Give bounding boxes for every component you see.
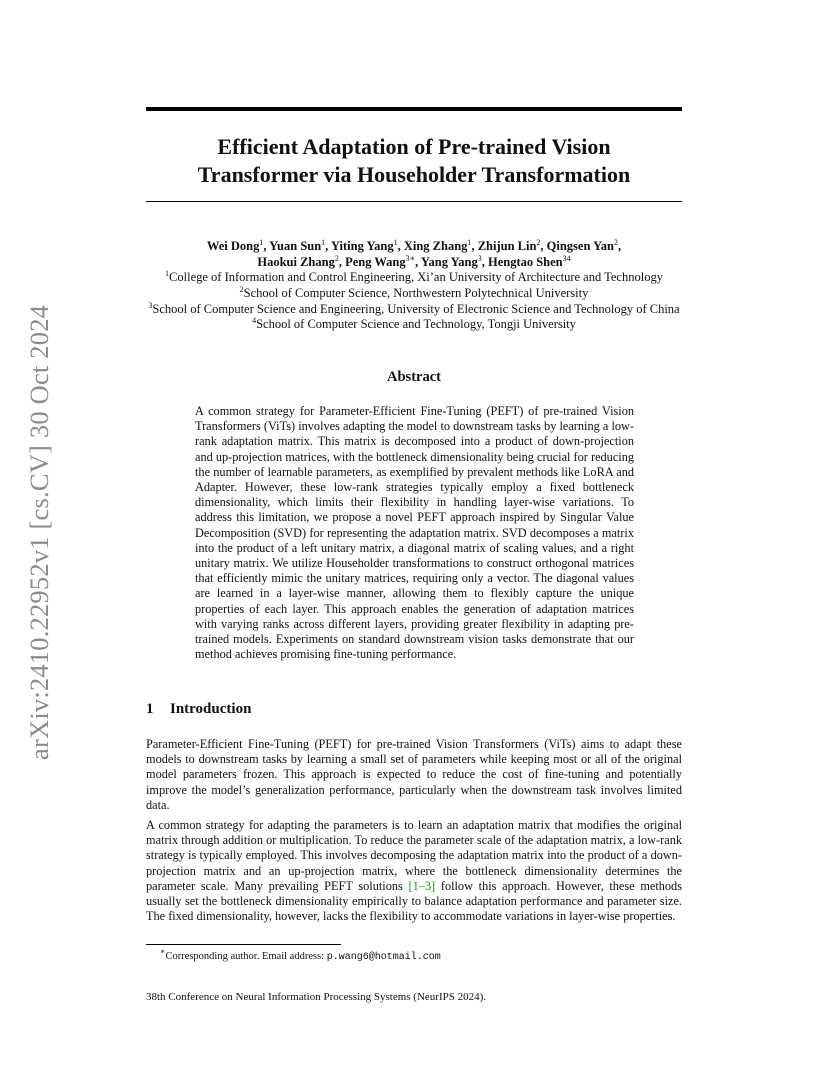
intro-paragraph-1: Parameter-Efficient Fine-Tuning (PEFT) for pre-trained Vision Transformers (ViTs) aims to adapt these models to downstream tasks by learning a small set of parameters while keeping most or all of the original model parameters frozen. This approach is expected to reduce the cost of fine-tuning and potentially improve the model’s generalization performance, particularly when the downstream task involves limited data. [146,737,682,812]
footnote: ∗Corresponding author. Email address: p.wang6@hotmail.com [160,947,441,963]
author: Zhijun Lin$^2$, [477,238,547,253]
intro-paragraph-2: A common strategy for adapting the parameters is to learn an adaptation matrix that modifies the original matrix through addition or multiplication. To reduce the parameter scale of the adaptation matrix, a low-rank strategy is typically employed. This involves decomposing the adaptation matrix into the product of a down-projection matrix and an up-projection matrix, where the bottleneck dimensionality determines the parameter scale. Many prevailing PEFT solutions [1–3] follow this approach. However, these methods usually set the bottleneck dimensionality empirically to balance adaptation performance and parameter size. The fixed dimensionality, however, lacks the flexibility to accommodate variations in layer-wise properties. [146,818,682,924]
author: Peng Wang$^{3∗}$, [345,254,421,269]
affiliation: $^1$College of Information and Control Engineering, Xi’an University of Architecture and Technology [165,269,663,284]
author: Qingsen Yan$^2$, [546,238,622,253]
title-bottom-rule [146,201,682,202]
section-title: Introduction [170,701,252,717]
author-line-1 [146,238,682,254]
author: Yang Yang$^3$, [420,254,488,269]
footnote-rule [146,944,341,945]
author: Yuan Sun$^1$, [269,238,331,253]
section-heading-introduction [146,701,251,718]
section-number: 1 [146,701,154,717]
affiliation-list [100,270,728,333]
conference-note: 38th Conference on Neural Information Processing Systems (NeurIPS 2024). [146,991,487,1003]
citation-link[interactable]: [1–3] [408,878,436,893]
affiliation: $^2$School of Computer Science, Northwestern Polytechnical University [239,284,589,300]
arxiv-identifier[interactable]: arXiv:2410.22952v1 [cs.CV] 30 Oct 2024 [24,304,54,760]
title-line-1: Efficient Adaptation of Pre-trained Vision [217,134,611,159]
email-address[interactable]: p.wang6@hotmail.com [326,952,441,963]
affiliation: $^3$School of Computer Science and Engineering, University of Electronic Science and Technology of China [148,300,680,316]
footnote-mark: ∗ [160,947,166,956]
author: Yiting Yang$^1$, [330,238,404,253]
author-line-2 [146,254,682,270]
abstract-heading: Abstract [387,369,441,385]
author: Hengtao Shen$^{34}$ [487,254,571,269]
author-list [146,238,682,270]
author: Haokui Zhang$^2$, [257,254,346,269]
author: Wei Dong$^1$, [206,238,270,253]
title-top-rule [146,107,682,111]
title-line-2: Transformer via Householder Transformation [197,162,631,187]
affiliation: $^4$School of Computer Science and Technology, Tongji University [252,316,576,332]
paper-title [146,133,682,189]
abstract-body: A common strategy for Parameter-Efficient Fine-Tuning (PEFT) of pre-trained Vision Transformers (ViTs) involves adapting the model to downstream tasks by learning a low-rank adaptation matrix. This matrix is decomposed into a product of down-projection and up-projection matrices, with the bottleneck dimensionality being crucial for reducing the number of learnable parameters, as exemplified by prevalent methods like LoRA and Adapter. However, these low-rank strategies typically employ a fixed bottleneck dimensionality, which limits their flexibility in handling layer-wise variations. To address this limitation, we propose a novel PEFT approach inspired by Singular Value Decomposition (SVD) for representing the adaptation matrix. SVD decomposes a matrix into the product of a left unitary matrix, a diagonal matrix of scaling values, and a right unitary matrix. We utilize Householder transformations to construct orthogonal matrices that efficiently mimic the unitary matrices, requiring only a vector. The diagonal values are learned in a layer-wise manner, allowing them to flexibly capture the unique properties of each layer. This approach enables the generation of adaptation matrices with varying ranks across different layers, providing greater flexibility in adapting pre-trained models. Experiments on standard downstream vision tasks demonstrate that our method achieves promising fine-tuning performance. [195,404,634,662]
author: Xing Zhang$^1$, [403,238,478,253]
